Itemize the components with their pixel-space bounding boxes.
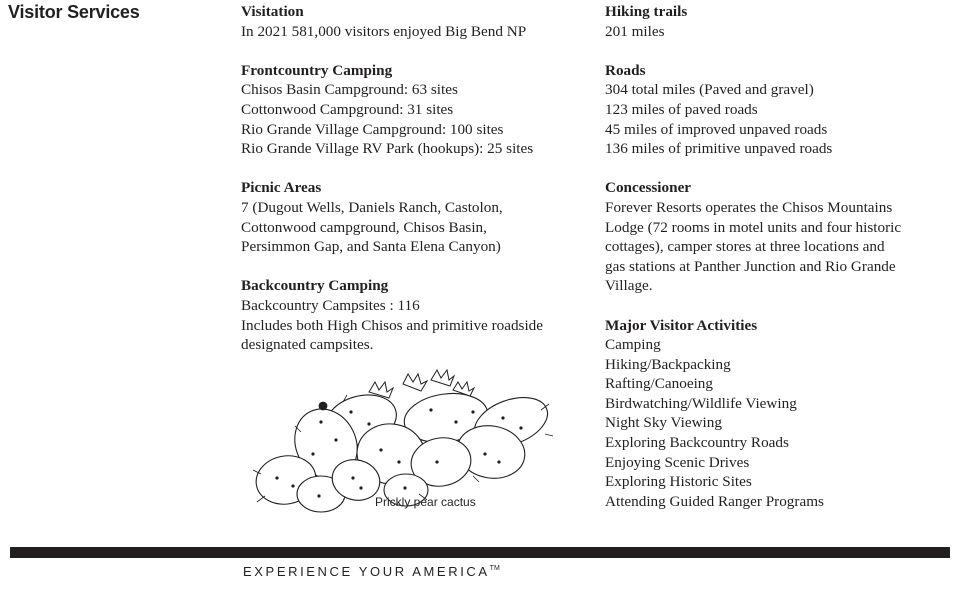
illustration-caption: Prickly pear cactus [375, 495, 476, 509]
block-line: Lodge (72 rooms in motel units and four historic [605, 218, 902, 236]
block-line: Rio Grande Village RV Park (hookups): 25 sites [241, 140, 534, 158]
block-heading: Backcountry Camping [241, 277, 389, 295]
block-heading: Roads [605, 61, 646, 79]
activity-item: Enjoying Scenic Drives [605, 453, 750, 471]
block-line: designated campsites. [241, 336, 374, 354]
hiking-trails-block [605, 2, 950, 41]
block-line: 45 miles of improved unpaved roads [605, 120, 828, 138]
block-line: Cottonwood Campground: 31 sites [241, 100, 454, 118]
block-heading: Visitation [241, 3, 304, 20]
activity-item: Exploring Backcountry Roads [605, 434, 789, 452]
block-heading: Frontcountry Camping [241, 61, 393, 79]
activity-item: Rafting/Canoeing [605, 375, 713, 393]
block-line: Forever Resorts operates the Chisos Mountains [605, 198, 893, 216]
block-heading: Picnic Areas [241, 179, 322, 197]
footer-tagline [243, 564, 500, 579]
block-line: gas stations at Panther Junction and Rio Grande [605, 257, 896, 275]
major-visitor-activities-block [605, 316, 950, 512]
block-heading: Hiking trails [605, 3, 688, 20]
activity-item: Exploring Historic Sites [605, 473, 752, 491]
block-line: In 2021 581,000 visitors enjoyed Big Bend NP [241, 22, 527, 40]
block-line: Chisos Basin Campground: 63 sites [241, 81, 458, 99]
block-line: 136 miles of primitive unpaved roads [605, 140, 833, 158]
concessioner-block [605, 178, 950, 296]
block-line: 123 miles of paved roads [605, 100, 758, 118]
activity-item: Hiking/Backpacking [605, 355, 731, 373]
block-line: Cottonwood campground, Chisos Basin, [241, 218, 487, 236]
frontcountry-camping-block [241, 61, 591, 159]
right-column [605, 2, 950, 531]
trademark-mark: TM [489, 565, 500, 572]
section-title: Visitor Services [8, 2, 140, 22]
picnic-areas-block [241, 178, 591, 256]
backcountry-camping-block [241, 276, 591, 354]
block-line: Includes both High Chisos and primitive roadside [241, 316, 544, 334]
block-heading: Major Visitor Activities [605, 316, 758, 334]
block-heading: Concessioner [605, 179, 692, 197]
block-line: Backcountry Campsites : 116 [241, 296, 420, 314]
block-line: cottages), camper stores at three locations and [605, 238, 885, 256]
block-line: 201 miles [605, 22, 665, 40]
roads-block [605, 61, 950, 159]
footer-bar [10, 547, 950, 558]
visitation-block [241, 2, 591, 41]
left-column [241, 2, 591, 374]
block-line: 7 (Dugout Wells, Daniels Ranch, Castolon, [241, 198, 503, 216]
activity-item: Night Sky Viewing [605, 414, 722, 432]
block-line: 304 total miles (Paved and gravel) [605, 81, 814, 99]
activity-item: Attending Guided Ranger Programs [605, 492, 824, 510]
block-line: Persimmon Gap, and Santa Elena Canyon) [241, 238, 501, 256]
footer-tagline-text: EXPERIENCE YOUR AMERICA [243, 564, 490, 579]
activity-item: Camping [605, 336, 661, 354]
block-line: Rio Grande Village Campground: 100 sites [241, 120, 504, 138]
activity-item: Birdwatching/Wildlife Viewing [605, 394, 797, 412]
block-line: Village. [605, 277, 653, 295]
